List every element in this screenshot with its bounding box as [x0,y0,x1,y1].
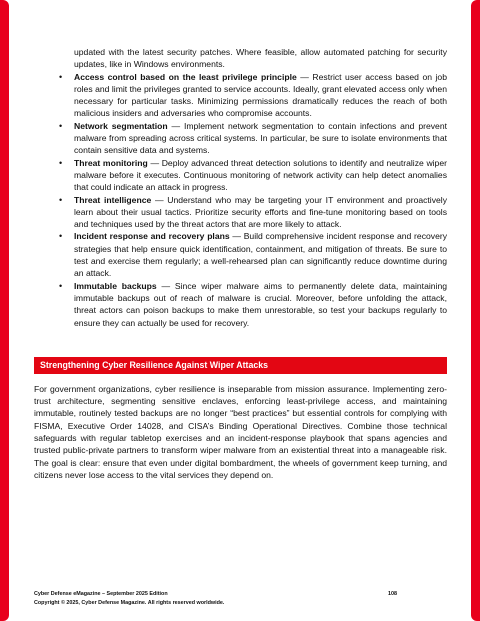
footer-copyright: Copyright © 2025, Cyber Defense Magazine. All rights reserved worldwide. [34,600,225,606]
section-paragraph: For government organizations, cyber resilience is inseparable from mission assurance. Implementing zero-trust architecture, segmenting sensitive enclaves, enforcing least-privilege access, and maintaining immutable, routinely tested backups are no longer “best practices” but essential controls for complying with FISMA, Executive Order 14028, and CISA’s Binding Operational Directives. Combine those technical safeguards with regular tabletop exercises and an incident-response playbook that spans agencies and trusted public-private partners to transform wiper malware from an existential threat into a manageable risk. The goal is clear: ensure that even under digital bombardment, the wheels of government keep turning, and citizens never lose access to the vital services they depend on. [34,383,447,480]
left-accent-bar [0,0,9,621]
list-item [34,230,447,279]
page-footer [34,590,447,608]
list-item-text: Deploy advanced threat detection solutions to identify and neutralize wiper malware before it executes. Continuous monitoring of network activity can help detect anomalies that could indicate an attack in progress. [74,157,447,193]
list-item [34,71,447,120]
list-item [34,194,447,231]
bullet-icon: • [59,120,63,131]
list-item [34,120,447,157]
list-item-separator: — [151,194,168,205]
section-heading: Strengthening Cyber Resilience Against Wiper Attacks [34,357,447,374]
list-item-separator: — [156,280,175,291]
list-item-text: Build comprehensive incident response and recovery strategies that help ensure quick identification, containment, and mitigation of threats. Be sure to test and exercise them regularly; a well-rehearsed plan can significantly reduce downtime during an attack. [74,231,448,279]
list-item-title: Threat intelligence [74,194,152,205]
list-item-title: Immutable backups [74,280,157,291]
footer-edition: Cyber Defense eMagazine – September 2025 Edition [34,591,168,597]
bullet-icon: • [59,157,63,168]
right-accent-bar [471,0,480,621]
bullet-icon: • [59,71,63,82]
list-item [34,280,447,329]
list-item-title: Incident response and recovery plans [74,231,230,242]
list-item-separator: — [167,120,184,131]
bullet-icon: • [59,231,63,242]
list-item-title: Network segmentation [74,120,168,131]
intro-continuation: updated with the latest security patches. Where feasible, allow automated patching for security updates, like in Windows environments. [74,47,447,70]
list-item-text: Implement network segmentation to contain infections and prevent malware from spreading across critical systems. In particular, be sure to isolate environments that contain sensitive data and systems. [74,120,447,156]
article-body [34,46,447,481]
list-item-text: Restrict user access based on job roles and limit the privileges granted to service accounts. Ideally, grant elevated access only when necessary for particular tasks. Minimizing permissions dramatically reduces the reach of both malicious insiders and adversaries who compromise accounts. [74,71,447,119]
list-item-text: Understand who may be targeting your IT environment and proactively learn about their usual tactics. Prioritize security efforts and fine-tune monitoring based on tools and techniques used by the threat actors that are more likely to attack. [74,194,448,230]
list-item-title: Threat monitoring [74,157,148,168]
recommendation-list [34,71,447,329]
list-item-separator: — [296,71,313,82]
list-item-text: Since wiper malware aims to permanently delete data, maintaining immutable backups out of reach of malware is crucial. Moreover, before unfolding the attack, threat actors can poison backups to make them unrestorable, so test your backups regularly to ensure they can actually be used for recovery. [74,280,448,328]
list-item [34,157,447,194]
list-item-separator: — [147,157,162,168]
bullet-icon: • [59,280,63,291]
list-item-title: Access control based on the least privilege principle [74,71,297,82]
list-item-separator: — [229,231,244,242]
bullet-icon: • [59,194,63,205]
page-number: 108 [388,591,397,597]
